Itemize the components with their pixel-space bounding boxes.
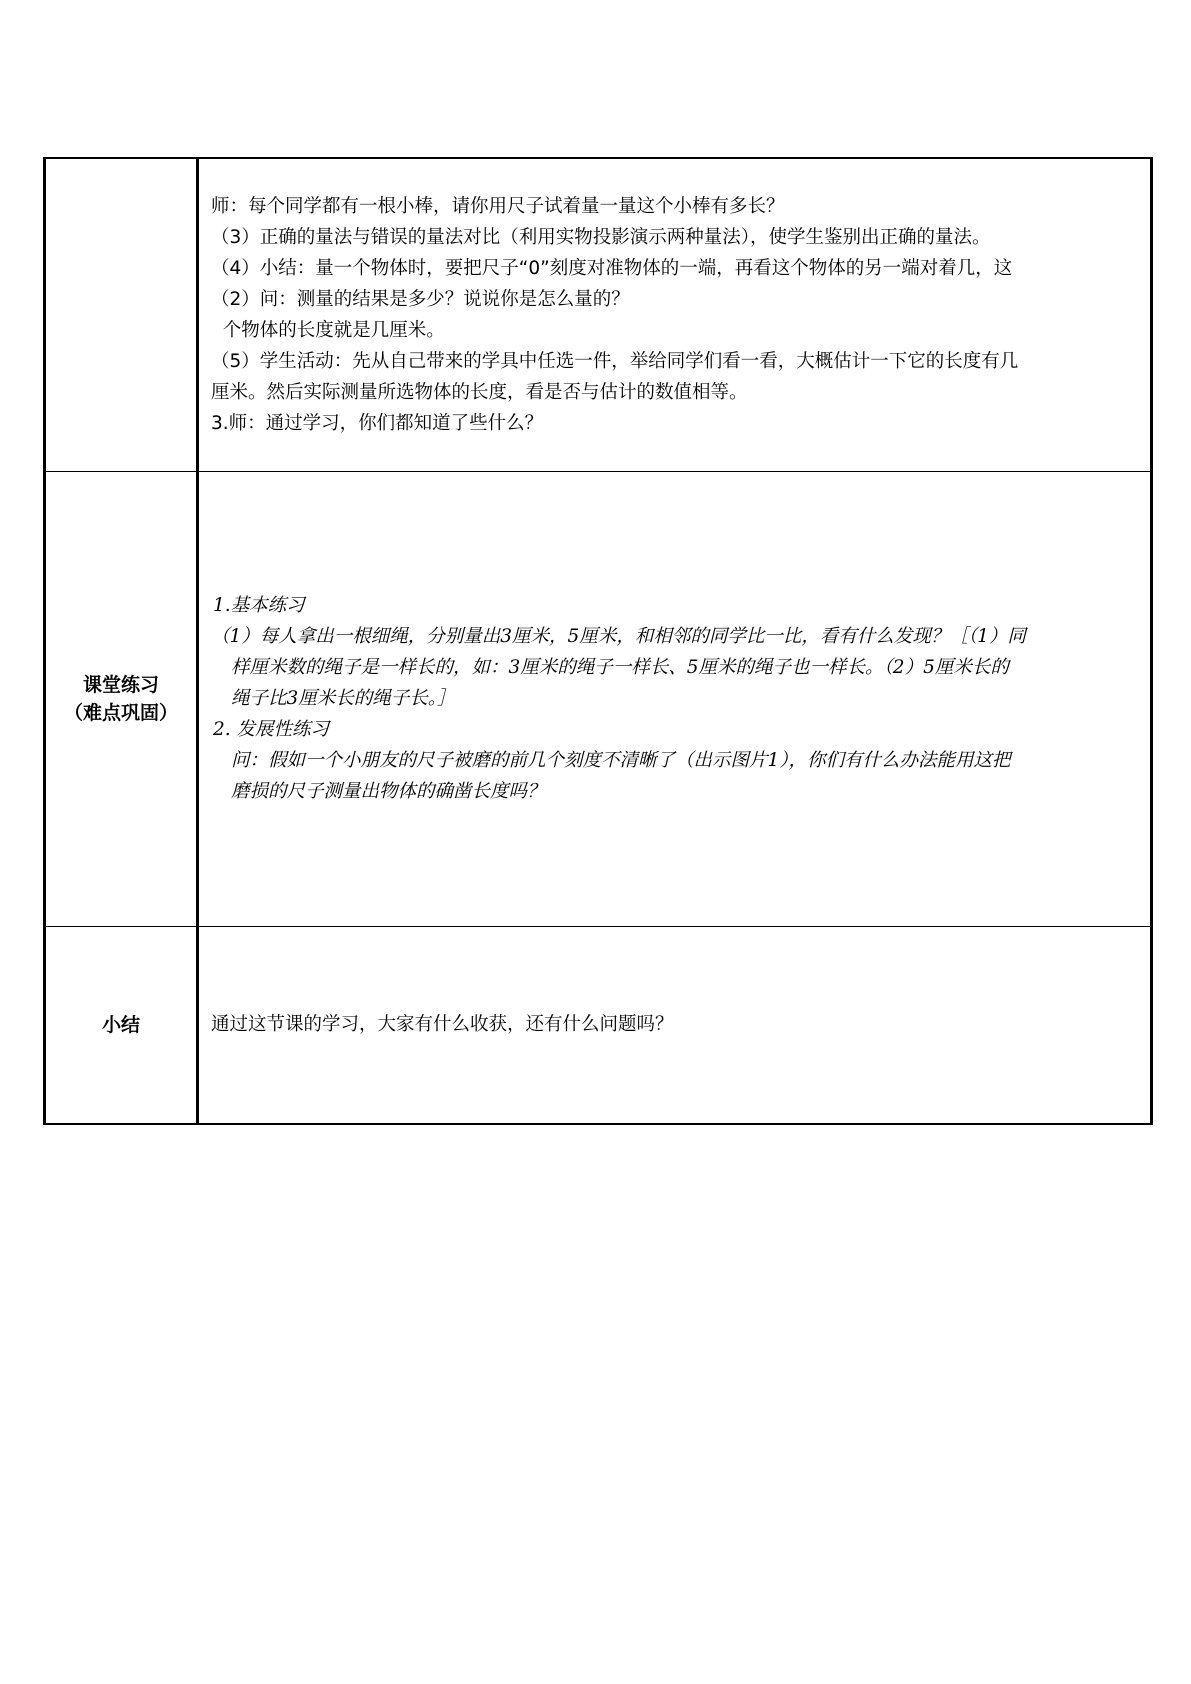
practice-sublabel: （难点巩固） [63, 701, 178, 724]
text-line: 厘米。然后实际测量所选物体的长度，看是否与估计的数值相等。 [211, 381, 748, 403]
lesson-plan-table [43, 157, 1153, 1125]
text-line: （3）正确的量法与错误的量法对比（利用实物投影演示两种量法），使学生鉴别出正确的量法。 [211, 226, 991, 248]
text-line: 绳子比3厘米长的绳子长。］ [231, 688, 456, 709]
practice-cell [198, 471, 1152, 926]
practice-label: 课堂练习 [82, 673, 159, 696]
row-label-summary: 小结 [45, 926, 198, 1124]
text-line: 个物体的长度就是几厘米。 [211, 319, 445, 341]
summary-cell [198, 926, 1152, 1124]
text-line: 样厘米数的绳子是一样长的，如：3厘米的绳子一样长、5厘米的绳子也一样长。（2）5厘米长的 [231, 657, 1009, 678]
text-line: 2. 发展性练习 [213, 719, 330, 740]
text-line: 1.基本练习 [213, 595, 305, 616]
table-row [45, 471, 1152, 926]
row-label-practice [45, 471, 198, 926]
text-line: 通过这节课的学习，大家有什么收获，还有什么问题吗？ [211, 1014, 674, 1036]
row-label-empty [45, 158, 198, 471]
table-row [45, 158, 1152, 471]
text-line: 磨损的尺子测量出物体的确凿长度吗？ [231, 781, 546, 802]
text-line: （2）问：测量的结果是多少？说说你是怎么量的？ [211, 288, 630, 310]
text-line: 师：每个同学都有一根小棒，请你用尺子试着量一量这个小棒有多长？ [211, 195, 785, 217]
text-line: （5）学生活动：先从自己带来的学具中任选一件，举给同学们看一看，大概估计一下它的长度有几 [211, 350, 1019, 372]
text-line: （1）每人拿出一根细绳，分别量出3厘米，5厘米，和相邻的同学比一比，看有什么发现？［（1）同 [211, 626, 1026, 647]
text-line: 问：假如一个小朋友的尺子被磨的前几个刻度不清晰了（出示图片1），你们有什么办法能用这把 [231, 750, 1011, 771]
text-line: 3.师：通过学习，你们都知道了些什么？ [211, 412, 544, 434]
teaching-process-cell [198, 158, 1152, 471]
text-line: （4）小结：量一个物体时，要把尺子“0”刻度对准物体的一端，再看这个物体的另一端对着几，这 [211, 257, 1013, 279]
table-row [45, 926, 1152, 1124]
